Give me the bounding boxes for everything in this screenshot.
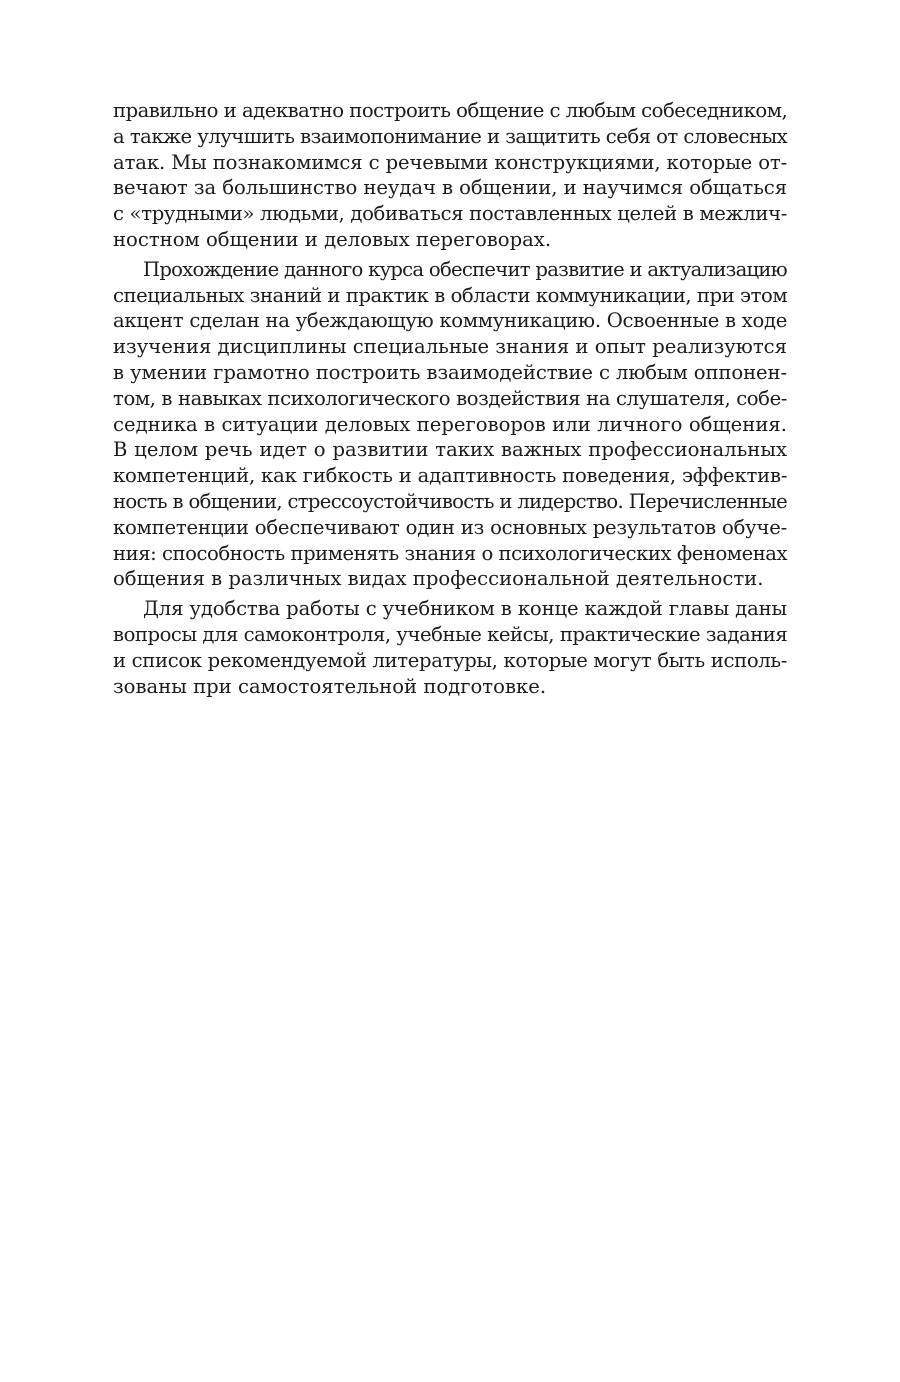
paragraph-2: [113, 257, 787, 592]
text-line: вечают за большинство неудач в общении, и научимся общаться: [113, 176, 788, 200]
text-line: В целом речь идет о развитии таких важных профессиональных: [113, 438, 787, 462]
text-line: Для удобства работы с учебником в конце каждой главы даны: [143, 597, 787, 621]
text-line: ностном общении и деловых переговорах.: [113, 227, 552, 251]
text-line: седника в ситуации деловых переговоров или личного общения.: [113, 412, 787, 436]
text-line: а также улучшить взаимопонимание и защитить себя от словесных: [113, 124, 788, 148]
text-line: изучения дисциплины специальные знания и опыт реализуются: [113, 335, 788, 359]
text-line: и список рекомендуемой литературы, которые могут быть исполь-: [113, 648, 787, 672]
paragraph-1: [113, 98, 787, 253]
text-line: компетенций, как гибкость и адаптивность поведения, эффектив-: [113, 464, 788, 488]
text-line: специальных знаний и практик в области коммуникации, при этом: [113, 283, 788, 307]
text-line: зованы при самостоятельной подготовке.: [113, 674, 547, 698]
text-line: общения в различных видах профессиональной деятельности.: [113, 567, 764, 591]
body-text: [113, 98, 787, 699]
text-line: акцент сделан на убеждающую коммуникацию. Освоенные в ходе: [113, 309, 788, 333]
text-line: ность в общении, стрессоустойчивость и лидерство. Перечисленные: [113, 489, 787, 513]
text-line: том, в навыках психологического воздействия на слушателя, собе-: [113, 386, 787, 410]
text-line: с «трудными» людьми, добиваться поставленных целей в межлич-: [113, 202, 787, 226]
text-line: правильно и адекватно построить общение с любым собеседником,: [113, 99, 788, 122]
text-line: атак. Мы познакомимся с речевыми конструкциями, которые от-: [113, 150, 788, 174]
text-line: в умении грамотно построить взаимодействие с любым оппонен-: [113, 360, 787, 384]
text-line: вопросы для самоконтроля, учебные кейсы, практические задания: [113, 622, 788, 646]
paragraph-3: [113, 596, 787, 699]
text-line: ния: способность применять знания о психологических феноменах: [113, 541, 788, 565]
text-line: компетенции обеспечивают один из основных результатов обуче-: [113, 515, 787, 539]
text-line: Прохождение данного курса обеспечит развитие и актуализацию: [143, 257, 787, 281]
